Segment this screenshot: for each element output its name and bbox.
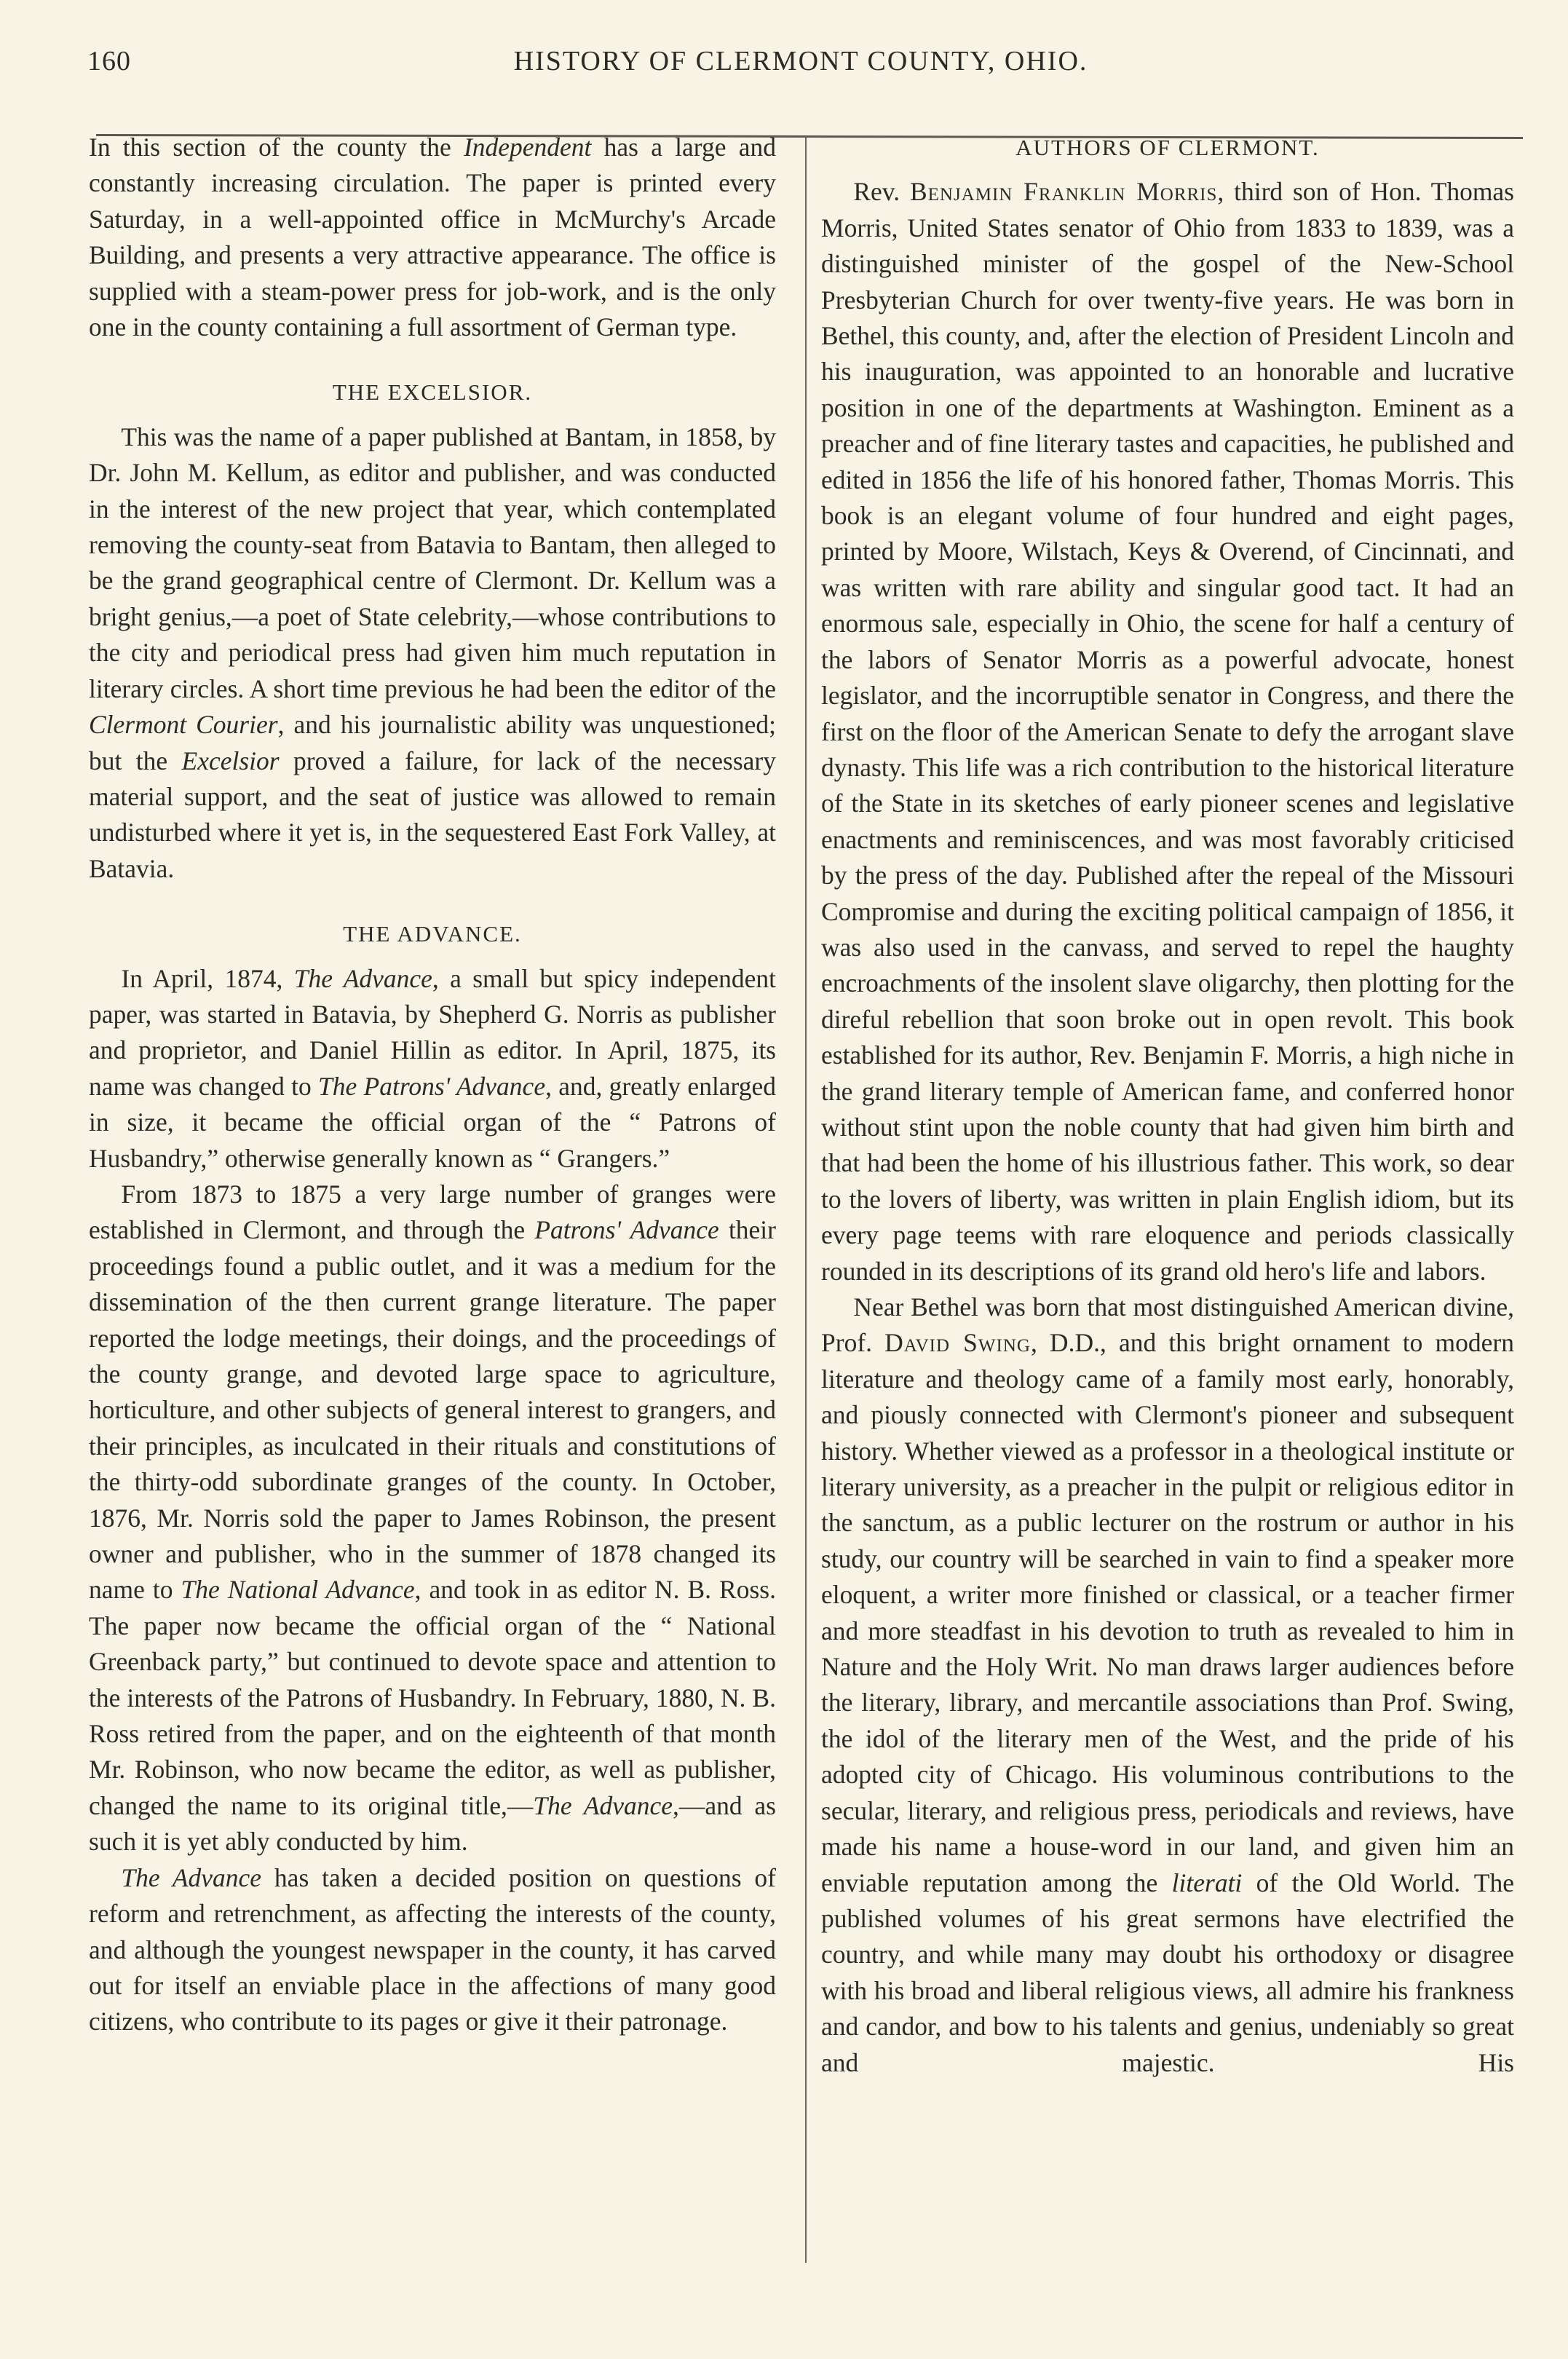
- text-run: From 1873 to 1875 a very large number of granges were established in Clermont, and through the: [89, 1179, 776, 1245]
- text-run: In April, 1874,: [121, 963, 294, 993]
- paragraph: [89, 961, 776, 1177]
- section-heading: THE EXCELSIOR.: [332, 379, 533, 406]
- page-header: [87, 45, 1514, 89]
- text-run: , third son of Hon. Thomas Morris, United States senator of Ohio from 1833 to 1839, was a distinguished minister of the gospel of the New-School Presbyterian Church for over twenty-five years. He was born in Bethel, this county, and, after the election of President Lincoln and his inauguration, was appointed to an honorable and lucrative position in one of the departments at Washington. Eminent as a preacher and of fine literary tastes and capacities, he published and edited in 1856 the life of his honored father, Thomas Morris. This book is an elegant volume of four hundred and eight pages, printed by Moore, Wilstach, Keys & Overend, of Cincinnati, and was written with rare ability and singular good tact. It had an enormous sale, especially in Ohio, the scene for half a century of the labors of Senator Morris as a powerful advocate, honest legislator, and the incorruptible senator in Congress, and there the first on the floor of the American Senate to defy the arrogant slave dynasty. This life was a rich contribution to the historical literature of the State in its sketches of early pioneer scenes and legislative enactments and reminiscences, and was most favorably criticised by the press of the day. Published after the repeal of the Missouri Compromise and during the exciting political campaign of 1856, it was also used in the canvass, and served to repel the haughty encroachments of the insolent slave oligarchy, then plotting for the direful rebellion that soon broke out in open revolt. This book established for its author, Rev. Benjamin F. Morris, a high niche in the grand literary temple of American fame, and conferred honor without stint upon the noble county that had given him birth and that had been the home of his illustrious father. This work, so dear to the lovers of liberty, was written in plain English idiom, but its every page teems with rare eloquence and periods classically rounded in its descriptions of its grand old hero's life and labors.: [821, 177, 1514, 1286]
- text-run: ,—and as such it is yet ably conducted by him.: [89, 1790, 776, 1857]
- paragraph: [89, 419, 776, 887]
- paragraph: [89, 1860, 776, 2040]
- left-column: [89, 130, 776, 2040]
- italic-title: The Advance: [121, 1862, 262, 1892]
- section-heading: AUTHORS OF CLERMONT.: [1015, 135, 1320, 160]
- column-divider: [805, 137, 807, 2263]
- page-number: 160: [87, 46, 131, 76]
- running-title: HISTORY OF CLERMONT COUNTY, OHIO.: [513, 46, 1088, 76]
- text-run: This was the name of a paper published at Bantam, in 1858, by Dr. John M. Kellum, as editor and publisher, and was conducted in the interest of the new project that year, which contemplated removing the county-seat from Batavia to Bantam, then alleged to be the grand geographical centre of Clermont. Dr. Kellum was a bright genius,—a poet of State celebrity,—whose contributions to the city and periodical press had given him much reputation in literary circles. A short time previous he had been the editor of the: [89, 422, 776, 703]
- section-heading: THE ADVANCE.: [343, 921, 522, 947]
- text-run: , and, greatly enlarged in size, it became the official organ of the “ Patrons of Husbandry,” otherwise generally known as “ Grangers.”: [89, 1071, 776, 1173]
- text-run: Near Bethel was born that most distinguished American divine, Prof.: [821, 1292, 1514, 1358]
- paragraph: [89, 1177, 776, 1860]
- text-run: In this section of the county the: [89, 133, 464, 162]
- italic-title: Independent: [463, 133, 592, 162]
- italic-title: Patrons' Advance: [534, 1215, 719, 1245]
- italic-title: The Advance: [293, 963, 432, 993]
- paragraph: [821, 1289, 1514, 2081]
- italic-title: The National Advance: [181, 1575, 415, 1605]
- text-run: of the Old World. The published volumes of his great sermons have electrified the country, and while many may doubt his orthodoxy or disagree with his broad and liberal religious views, all admire his frankness and candor, and bow to his talents and genius, undeniably so great and majestic. His: [821, 1868, 1514, 2077]
- italic-title: literati: [1171, 1868, 1243, 1897]
- text-run: , and took in as editor N. B. Ross. The paper now became the official organ of the “ National Greenback party,” but continued to devote space and attention to the interests of the Patrons of Husbandry. In February, 1880, N. B. Ross retired from the paper, and on the eighteenth of that month Mr. Robinson, who now became the editor, as well as publisher, changed the name to its original title,—: [89, 1575, 776, 1820]
- person-name: David Swing: [884, 1328, 1031, 1358]
- text-run: , a small but spicy independent paper, was started in Batavia, by Shepherd G. Norris as publisher and proprietor, and Daniel Hillin as editor. In April, 1875, its name was changed to: [89, 963, 776, 1101]
- text-run: has a large and constantly increasing circulation. The paper is printed every Saturday, in a well-appointed office in McMurchy's Arcade Building, and presents a very attractive appearance. The office is supplied with a steam-power press for job-work, and is the only one in the county containing a full assortment of German type.: [89, 133, 776, 342]
- italic-title: The Patrons' Advance: [318, 1071, 546, 1101]
- person-name: Benjamin Franklin Morris: [909, 177, 1218, 207]
- right-column: [821, 130, 1514, 2081]
- text-run: Rev.: [853, 177, 910, 207]
- text-run: , D.D., and this bright ornament to modern literature and theology came of a family most early, honorably, and piously connected with Clermont's pioneer and subsequent history. Whether viewed as a professor in a theological institute or literary university, as a preacher in the pulpit or religious editor in the sanctum, as a public lecturer on the rostrum or author in his study, our country will be searched in vain to find a speaker more eloquent, a writer more finished or classical, or a teacher firmer and more steadfast in his devotion to truth as revealed to him in Nature and the Holy Writ. No man draws larger audiences before the literary, library, and mercantile associations than Prof. Swing, the idol of the literary men of the West, and the pride of his adopted city of Chicago. His voluminous contributions to the secular, literary, and religious press, periodicals and reviews, have made his name a house-word in our land, and given him an enviable reputation among the: [821, 1328, 1514, 1897]
- text-run: , and his journalistic ability was unquestioned; but the: [89, 710, 776, 775]
- italic-title: Clermont Courier: [89, 710, 278, 740]
- text-run: their proceedings found a public outlet, and it was a medium for the dissemination of the then current grange literature. The paper reported the lodge meetings, their doings, and the proceedings of the county grange, and devoted large space to agriculture, horticulture, and other subjects of general interest to grangers, and their principles, as inculcated in their rituals and constitutions of the thirty-odd subordinate granges of the county. In October, 1876, Mr. Norris sold the paper to James Robinson, the present owner and publisher, who in the summer of 1878 changed its name to: [89, 1215, 776, 1605]
- text-run: proved a failure, for lack of the necessary material support, and the seat of justice was allowed to remain undisturbed where it yet is, in the sequestered East Fork Valley, at Batavia.: [89, 746, 776, 883]
- paragraph: [821, 174, 1514, 1289]
- text-run: has taken a decided position on questions of reform and retrenchment, as affecting the interests of the county, and although the youngest newspaper in the county, it has carved out for itself an enviable place in the affections of many good citizens, who contribute to its pages or give it their patronage.: [89, 1862, 776, 2036]
- italic-title: The Advance: [533, 1790, 673, 1820]
- paragraph: [89, 130, 776, 345]
- italic-title: Excelsior: [181, 746, 280, 775]
